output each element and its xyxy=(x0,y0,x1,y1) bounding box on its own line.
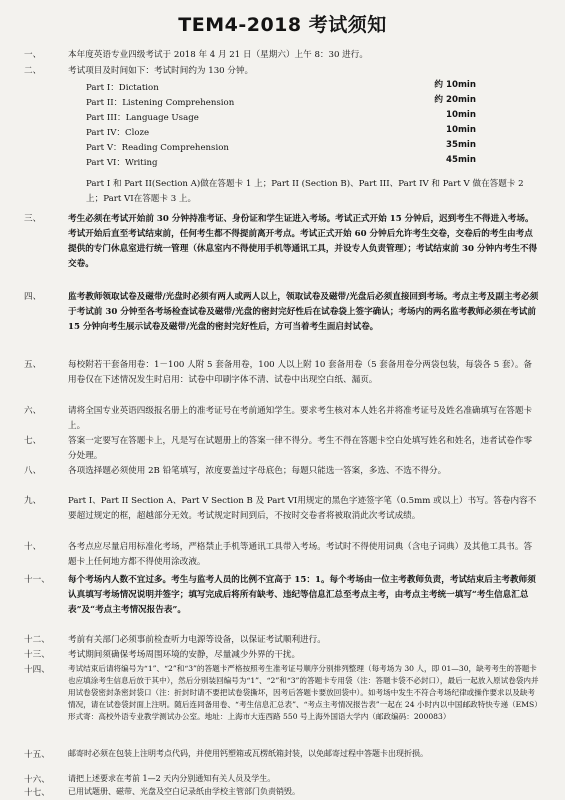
answer-card-note: Part I 和 Part II(Section A)做在答题卡 1 上；Part II (Section B)、Part III、Part IV 和 Part V 做在答题卡 2 上；Part VI在答题卡 3 上。 xyxy=(86,179,524,204)
item-text: 本年度英语专业四级考试于 2018 年 4 月 21 日（星期六）上午 8：30 进行。 xyxy=(68,50,368,60)
part-row: Part III：Language Usage xyxy=(86,113,199,123)
part-time: 10min xyxy=(446,125,476,135)
item-number: 十三、 xyxy=(24,650,50,660)
item-text: 请把上述要求在考前 1—2 天内分别通知有关人员及学生。 xyxy=(68,774,276,783)
part-row: Part VI：Writing xyxy=(86,158,158,168)
item-text: 请将全国专业英语四级报名册上的准考证号在考前通知学生。要求考生核对本人姓名并将准考证号及姓名准确填写在答题卡上。 xyxy=(68,406,533,431)
part-time: 35min xyxy=(446,140,476,150)
part-row: Part IV：Cloze xyxy=(86,128,150,138)
item-text: 考试结束后请将编号为“1”、“2”和“3”的答题卡严格按照考生准考证号顺序分别排列整理（每考场为 30 人，即 01—30，缺考考生的答题卡也应填涂考生信息后放于其中），然后分别装回编号为“1”、“2”和“3”的答题卡专用袋（注：答题卡袋不必封口），最后一起放入原试卷袋内并用试卷袋密封条密封袋口（注：折封时请不要把试卷袋撕坏，因考后答题卡要放回袋中）。如考场中发生不符合考场纪律或操作要求以及缺考情况，请在试卷袋封面上注明。随后连同备用卷、“考生信息汇总表”、“考点主考情况报告表”一起在 24 小时内以中国邮政特快专递（EMS）形式寄：高校外语专业教学测试办公室。地址：上海市大连西路 550 号上海外国语大学内（邮政编码：200083） xyxy=(68,664,539,721)
item-number: 六、 xyxy=(24,406,42,416)
item-text: 考试期间须确保考场周围环境的安静，尽量减少外界的干扰。 xyxy=(68,650,301,660)
item-number: 五、 xyxy=(24,360,42,370)
item-text: 监考教师领取试卷及磁带/光盘时必须有两人或两人以上，领取试卷及磁带/光盘后必须直接回到考场。考点主考及副主考必须于考试前 30 分钟至各考场检查试卷及磁带/光盘的密封完好性后在试卷袋上签字确认；考场内的两名监考教师必须在考试前 15 分钟向考生展示试卷及磁带/光盘的密封完好性后，方可当着考生面启封试卷。 xyxy=(68,292,539,332)
item-number: 七、 xyxy=(24,436,42,446)
item-number: 十五、 xyxy=(24,750,50,760)
item-number: 十、 xyxy=(24,542,42,552)
item-text: 邮寄时必须在包装上注明考点代码，并使用钙塑箱或瓦楞纸箱封装，以免邮寄过程中答题卡出现折损。 xyxy=(68,749,428,758)
item-number: 九、 xyxy=(24,496,42,506)
item-text: 每个考场内人数不宜过多。考生与监考人员的比例不宜高于 15：1。每个考场由一位主考教师负责，考试结束后主考教师须认真填写考场情况说明并签字；填写完成后将所有缺考、违纪等信息汇总至考点主考，由考点主考统一填写“考生信息汇总表”及“考点主考情况报告表”。 xyxy=(68,575,536,615)
part-time: 约 10min xyxy=(434,80,476,90)
item-number: 十一、 xyxy=(24,575,50,585)
item-text: 已用试题册、磁带、光盘及空白记录纸由学校主管部门负责销毁。 xyxy=(68,787,300,796)
part-time: 10min xyxy=(446,110,476,120)
item-number: 二、 xyxy=(24,66,42,76)
item-number: 十六、 xyxy=(24,775,50,785)
item-text: Part I、Part II Section A、Part V Section B 及 Part VI用规定的黑色字迹签字笔（0.5mm 或以上）书写。答卷内容不要超过规定的框，超越部分无效。考试规定时间到后，不按时交卷者将被取消此次考试成绩。 xyxy=(68,496,537,521)
item-text: 各项选择题必须使用 2B 铅笔填写，浓度要盖过字母底色；每题只能选一答案，多选、不选不得分。 xyxy=(68,466,447,476)
item-text: 各考点应尽量启用标准化考场，严格禁止手机等通讯工具带入考场。考试时不得使用词典（含电子词典）及其他工具书。答题卡上任何地方都不得使用涂改液。 xyxy=(68,542,533,567)
item-text: 每校附若干套备用卷：1－100 人附 5 套备用卷，100 人以上附 10 套备用卷（5 套备用卷分两袋包装，每袋各 5 套）。备用卷仅在下述情况发生时启用：试卷中印刷字体不清、试卷中出现空白纸、漏页。 xyxy=(68,360,533,385)
item-number: 十七、 xyxy=(24,788,50,798)
item-number: 八、 xyxy=(24,466,42,476)
item-text: 考前有关部门必须事前检查听力电源等设备，以保证考试顺利进行。 xyxy=(68,635,326,645)
item-number: 三、 xyxy=(24,214,42,224)
item-number: 十四、 xyxy=(24,665,50,675)
part-time: 45min xyxy=(446,155,476,165)
part-row: Part I：Dictation xyxy=(86,83,159,93)
part-row: Part V：Reading Comprehension xyxy=(86,143,229,153)
part-time: 约 20min xyxy=(434,95,476,105)
item-text: 考试项目及时间如下：考试时间约为 130 分钟。 xyxy=(68,66,254,76)
item-number: 十二、 xyxy=(24,635,50,645)
item-number: 四、 xyxy=(24,292,42,302)
item-text: 答案一定要写在答题卡上，凡是写在试题册上的答案一律不得分。考生不得在答题卡空白处填写姓名和姓名，违者试卷作零分处理。 xyxy=(68,436,533,461)
page-title: TEM4-2018 考试须知 xyxy=(178,14,387,36)
item-text: 考生必须在考试开始前 30 分钟持准考证、身份证和学生证进入考场。考试正式开始 15 分钟后，迟到考生不得进入考场。考试开始后直至考试结束前，任何考生都不得提前离开考点。考试正式开始 60 分钟后允许考生交卷，交卷后的考生由考点提供的专门休息室进行统一管理（休息室内不得使用手机等通讯工具，并设专人负责管理）；考试结束前 30 分钟内考生不得交卷。 xyxy=(68,214,538,269)
item-number: 一、 xyxy=(24,50,42,60)
part-row: Part II：Listening Comprehension xyxy=(86,98,235,108)
